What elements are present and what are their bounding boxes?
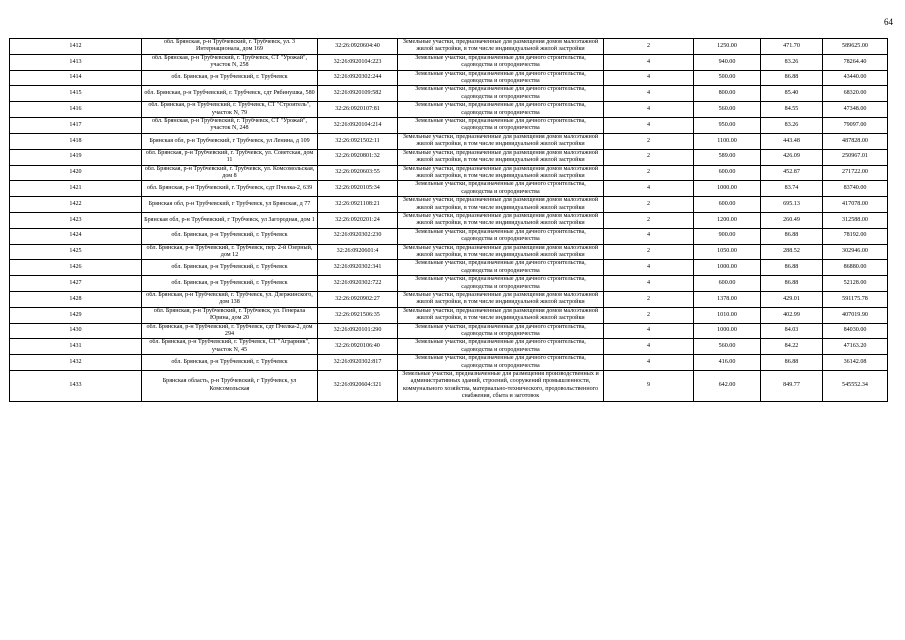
cell-use-group: 4: [604, 355, 694, 371]
cell-use-group: 4: [604, 260, 694, 276]
cell-cadastral-number: 32:26:0920107:81: [318, 102, 398, 118]
cell-row-number: 1428: [10, 292, 142, 308]
cell-permitted-use: Земельные участки, предназначенные для дачного строительства, садоводства и огородничества: [398, 118, 604, 134]
cell-area: 1000.00: [694, 323, 761, 339]
cell-specific-value: 288.52: [761, 244, 823, 260]
cell-specific-value: 84.55: [761, 102, 823, 118]
cell-use-group: 4: [604, 339, 694, 355]
cell-permitted-use: Земельные участки, предназначенные для дачного строительства, садоводства и огородничества: [398, 228, 604, 244]
cell-cadastral-number: 32:26:0920302:722: [318, 276, 398, 292]
table-row: [10, 339, 888, 355]
cell-permitted-use: Земельные участки, предназначенные для дачного строительства, садоводства и огородничества: [398, 339, 604, 355]
cell-row-number: 1421: [10, 181, 142, 197]
cell-cadastral-value: 84030.00: [823, 323, 888, 339]
cell-specific-value: 260.49: [761, 212, 823, 228]
cell-row-number: 1423: [10, 212, 142, 228]
cell-specific-value: 402.99: [761, 307, 823, 323]
cell-area: 600.00: [694, 276, 761, 292]
cell-address: обл. Брянская, р-н Трубчевский, г. Трубчевск: [142, 276, 318, 292]
cell-use-group: 4: [604, 54, 694, 70]
cell-cadastral-value: 250967.01: [823, 149, 888, 165]
cell-area: 642.00: [694, 371, 761, 402]
table-row: [10, 102, 888, 118]
cell-address: Брянская обл, р-н Трубчевский, г Трубчевск, ул Ленина, д 109: [142, 133, 318, 149]
cell-permitted-use: Земельные участки, предназначенные для дачного строительства, садоводства и огородничества: [398, 355, 604, 371]
cell-specific-value: 83.26: [761, 118, 823, 134]
cell-cadastral-number: 32:26:0920601:4: [318, 244, 398, 260]
table-row: [10, 86, 888, 102]
cell-address: обл. Брянская, р-н Трубчевский, г. Трубчевск, сдт Пчелка-2, дом 294: [142, 323, 318, 339]
cell-specific-value: 85.40: [761, 86, 823, 102]
cell-area: 1100.00: [694, 133, 761, 149]
cell-cadastral-value: 52128.00: [823, 276, 888, 292]
cell-cadastral-value: 86880.00: [823, 260, 888, 276]
cell-row-number: 1430: [10, 323, 142, 339]
cell-cadastral-value: 312588.00: [823, 212, 888, 228]
cell-address: Брянская обл, р-н Трубчевский, г Трубчевск, ул Загородная, дом 1: [142, 212, 318, 228]
cell-address: Брянская обл, р-н Трубчевский, г Трубчевск, ул Брянская, д 77: [142, 197, 318, 213]
cell-area: 1250.00: [694, 39, 761, 55]
cell-cadastral-value: 487828.00: [823, 133, 888, 149]
cell-row-number: 1422: [10, 197, 142, 213]
cell-area: 589.00: [694, 149, 761, 165]
cell-cadastral-number: 32:26:0920302:244: [318, 70, 398, 86]
cell-cadastral-value: 78192.00: [823, 228, 888, 244]
cell-cadastral-value: 43440.00: [823, 70, 888, 86]
table-row: [10, 260, 888, 276]
cell-cadastral-number: 32:26:0920201:24: [318, 212, 398, 228]
cell-cadastral-value: 271722.00: [823, 165, 888, 181]
cell-address: обл. Брянская, р-н Трубчевский, г. Трубчевск, СТ "Урожай", участок N, 258: [142, 54, 318, 70]
cell-specific-value: 426.09: [761, 149, 823, 165]
cell-row-number: 1425: [10, 244, 142, 260]
cell-use-group: 2: [604, 244, 694, 260]
cell-permitted-use: Земельные участки, предназначенные для размещения домов малоэтажной жилой застройки, в том числе индивидуальной жилой застройки: [398, 244, 604, 260]
table-row: [10, 323, 888, 339]
cell-specific-value: 86.88: [761, 70, 823, 86]
cell-permitted-use: Земельные участки, предназначенные для размещения домов малоэтажной жилой застройки, в том числе индивидуальной жилой застройки: [398, 133, 604, 149]
cell-area: 560.00: [694, 339, 761, 355]
cell-permitted-use: Земельные участки, предназначенные для размещения домов малоэтажной жилой застройки, в том числе индивидуальной жилой застройки: [398, 307, 604, 323]
cell-address: обл. Брянская, р-н Трубчевский, г. Трубчевск: [142, 70, 318, 86]
cell-cadastral-number: 32:26:0921502:11: [318, 133, 398, 149]
cell-permitted-use: Земельные участки, предназначенные для размещения домов малоэтажной жилой застройки, в том числе индивидуальной жилой застройки: [398, 292, 604, 308]
cell-use-group: 2: [604, 149, 694, 165]
cell-use-group: 2: [604, 165, 694, 181]
cell-specific-value: 86.88: [761, 355, 823, 371]
cell-address: Брянская область, р-н Трубчевский, г Трубчевск, ул Комсомольская: [142, 371, 318, 402]
cell-specific-value: 849.77: [761, 371, 823, 402]
table-row: [10, 292, 888, 308]
cell-cadastral-value: 79097.00: [823, 118, 888, 134]
cell-cadastral-value: 47163.20: [823, 339, 888, 355]
cell-row-number: 1419: [10, 149, 142, 165]
cell-cadastral-value: 83740.00: [823, 181, 888, 197]
cell-row-number: 1414: [10, 70, 142, 86]
cell-row-number: 1413: [10, 54, 142, 70]
cell-row-number: 1429: [10, 307, 142, 323]
cell-address: обл. Брянская, р-н Трубчевский, г. Трубчевск, ул. Дзержинского, дом 138: [142, 292, 318, 308]
cell-row-number: 1420: [10, 165, 142, 181]
cell-cadastral-number: 32:26:0920302:817: [318, 355, 398, 371]
cell-row-number: 1433: [10, 371, 142, 402]
page-number: 64: [884, 17, 893, 27]
cell-cadastral-number: 32:26:0920604:40: [318, 39, 398, 55]
cell-area: 940.00: [694, 54, 761, 70]
cell-cadastral-value: 68320.00: [823, 86, 888, 102]
cell-row-number: 1431: [10, 339, 142, 355]
table-row: [10, 244, 888, 260]
cell-address: обл. Брянская, р-н Трубчевский, г. Трубчевск, сдт Пчелка-2, 639: [142, 181, 318, 197]
cell-specific-value: 429.01: [761, 292, 823, 308]
cell-area: 950.00: [694, 118, 761, 134]
cell-cadastral-number: 32:26:0921506:35: [318, 307, 398, 323]
cell-row-number: 1424: [10, 228, 142, 244]
cell-area: 1050.00: [694, 244, 761, 260]
cell-use-group: 4: [604, 118, 694, 134]
cell-permitted-use: Земельные участки, предназначенные для дачного строительства, садоводства и огородничества: [398, 70, 604, 86]
table-row: [10, 39, 888, 55]
cell-permitted-use: Земельные участки, предназначенные для размещения домов малоэтажной жилой застройки, в том числе индивидуальной жилой застройки: [398, 39, 604, 55]
cell-use-group: 2: [604, 39, 694, 55]
table-row: [10, 228, 888, 244]
cell-row-number: 1415: [10, 86, 142, 102]
cell-use-group: 4: [604, 276, 694, 292]
table-row: [10, 165, 888, 181]
cell-area: 1000.00: [694, 260, 761, 276]
cell-use-group: 4: [604, 181, 694, 197]
cell-use-group: 4: [604, 323, 694, 339]
cell-row-number: 1417: [10, 118, 142, 134]
cell-specific-value: 83.74: [761, 181, 823, 197]
cell-use-group: 2: [604, 197, 694, 213]
cell-specific-value: 452.87: [761, 165, 823, 181]
cell-permitted-use: Земельные участки, предназначенные для дачного строительства, садоводства и огородничества: [398, 181, 604, 197]
cell-row-number: 1427: [10, 276, 142, 292]
cell-permitted-use: Земельные участки, предназначенные для дачного строительства, садоводства и огородничества: [398, 54, 604, 70]
cell-cadastral-value: 591175.78: [823, 292, 888, 308]
cell-permitted-use: Земельные участки, предназначенные для дачного строительства, садоводства и огородничества: [398, 323, 604, 339]
cell-cadastral-number: 32:26:0920801:32: [318, 149, 398, 165]
cell-area: 560.00: [694, 102, 761, 118]
cell-cadastral-number: 32:26:0920603:55: [318, 165, 398, 181]
cell-row-number: 1426: [10, 260, 142, 276]
cell-permitted-use: Земельные участки, предназначенные для дачного строительства, садоводства и огородничества: [398, 86, 604, 102]
cell-cadastral-number: 32:26:0920101:290: [318, 323, 398, 339]
cell-area: 600.00: [694, 165, 761, 181]
cell-cadastral-value: 417078.00: [823, 197, 888, 213]
table-row: [10, 355, 888, 371]
table-row: [10, 212, 888, 228]
cell-address: обл. Брянская, р-н Трубчевский, г. Трубчевск: [142, 228, 318, 244]
cell-use-group: 4: [604, 86, 694, 102]
cell-area: 500.00: [694, 70, 761, 86]
cell-specific-value: 84.03: [761, 323, 823, 339]
cell-specific-value: 695.13: [761, 197, 823, 213]
cell-cadastral-number: 32:26:0920104:223: [318, 54, 398, 70]
table-row: [10, 181, 888, 197]
cell-address: обл. Брянская, р-н Трубчевский, г. Трубчевск, СТ "Урожай", участок N, 248: [142, 118, 318, 134]
cell-address: обл. Брянская, р-н Трубчевский, г. Трубчевск, ул. 3 Интернационала, дом 169: [142, 39, 318, 55]
cell-area: 416.00: [694, 355, 761, 371]
cell-area: 1200.00: [694, 212, 761, 228]
cell-cadastral-number: 32:26:0920109:582: [318, 86, 398, 102]
cell-address: обл. Брянская, р-н Трубчевский, г. Трубчевск, ул. Комсомольская, дом 8: [142, 165, 318, 181]
cell-address: обл. Брянская, р-н Трубчевский, г. Трубчевск, ул. Генерала Юрина, дом 20: [142, 307, 318, 323]
cell-cadastral-number: 32:26:0920105:34: [318, 181, 398, 197]
cell-area: 900.00: [694, 228, 761, 244]
cell-address: обл. Брянская, р-н Трубчевский, г. Трубчевск: [142, 260, 318, 276]
cell-row-number: 1412: [10, 39, 142, 55]
cell-use-group: 4: [604, 102, 694, 118]
cell-cadastral-number: 32:26:0920604:321: [318, 371, 398, 402]
cell-specific-value: 471.70: [761, 39, 823, 55]
cell-permitted-use: Земельные участки, предназначенные для дачного строительства, садоводства и огородничества: [398, 260, 604, 276]
cell-cadastral-number: 32:26:0920302:230: [318, 228, 398, 244]
cell-area: 800.00: [694, 86, 761, 102]
cell-permitted-use: Земельные участки, предназначенные для размещения домов малоэтажной жилой застройки, в том числе индивидуальной жилой застройки: [398, 197, 604, 213]
cell-use-group: 4: [604, 70, 694, 86]
cell-specific-value: 86.88: [761, 260, 823, 276]
cell-address: обл. Брянская, р-н Трубчевский, г. Трубчевск, пер. 2-й Озерный, дом 12: [142, 244, 318, 260]
cell-permitted-use: Земельные участки, предназначенные для размещения домов малоэтажной жилой застройки, в том числе индивидуальной жилой застройки: [398, 165, 604, 181]
cell-use-group: 9: [604, 371, 694, 402]
cell-address: обл. Брянская, р-н Трубчевский, г. Трубчевск: [142, 355, 318, 371]
cell-cadastral-value: 302946.00: [823, 244, 888, 260]
cell-permitted-use: Земельные участки, предназначенные для размещения домов малоэтажной жилой застройки, в том числе индивидуальной жилой застройки: [398, 212, 604, 228]
cell-permitted-use: Земельные участки, предназначенные для дачного строительства, садоводства и огородничества: [398, 276, 604, 292]
cell-cadastral-value: 47348.00: [823, 102, 888, 118]
cell-cadastral-number: 32:26:0920302:341: [318, 260, 398, 276]
cell-row-number: 1432: [10, 355, 142, 371]
cell-permitted-use: Земельные участки, предназначенные для размещения домов малоэтажной жилой застройки, в том числе индивидуальной жилой застройки: [398, 149, 604, 165]
cell-use-group: 2: [604, 133, 694, 149]
cell-address: обл. Брянская, р-н Трубчевский, г. Трубчевск, СТ "Строитель", участок N, 79: [142, 102, 318, 118]
cell-specific-value: 84.22: [761, 339, 823, 355]
cell-row-number: 1416: [10, 102, 142, 118]
table-row: [10, 197, 888, 213]
cell-area: 1378.00: [694, 292, 761, 308]
table-row: [10, 371, 888, 402]
cell-specific-value: 83.26: [761, 54, 823, 70]
cell-cadastral-value: 545552.34: [823, 371, 888, 402]
cell-use-group: 2: [604, 307, 694, 323]
cell-use-group: 2: [604, 292, 694, 308]
cell-area: 1000.00: [694, 181, 761, 197]
cell-cadastral-value: 36142.08: [823, 355, 888, 371]
cell-row-number: 1418: [10, 133, 142, 149]
cell-cadastral-value: 78264.40: [823, 54, 888, 70]
cell-area: 600.00: [694, 197, 761, 213]
cell-permitted-use: Земельные участки, предназначенные для размещения производственных и административных зданий, строений, сооружений промышленности, коммунального хозяйства, материально-технического, продовольственного снабжения, сбыта и заготовок: [398, 371, 604, 402]
cell-specific-value: 443.48: [761, 133, 823, 149]
cell-specific-value: 86.88: [761, 276, 823, 292]
table-row: [10, 118, 888, 134]
land-cadastral-value-table: [9, 38, 888, 402]
cell-address: обл. Брянская, р-н Трубчевский, г. Трубчевск, сдт Рябинушка, 580: [142, 86, 318, 102]
table-row: [10, 133, 888, 149]
cell-use-group: 4: [604, 228, 694, 244]
table-row: [10, 307, 888, 323]
table-body: [10, 39, 888, 402]
table-row: [10, 276, 888, 292]
cell-cadastral-number: 32:26:0920104:214: [318, 118, 398, 134]
cell-area: 1010.00: [694, 307, 761, 323]
cell-cadastral-number: 32:26:0920106:40: [318, 339, 398, 355]
cell-address: обл. Брянская, р-н Трубчевский, г. Трубчевск, ул. Советская, дом 11: [142, 149, 318, 165]
cell-cadastral-number: 32:26:0921108:21: [318, 197, 398, 213]
table-row: [10, 149, 888, 165]
cell-cadastral-value: 407019.90: [823, 307, 888, 323]
cell-cadastral-number: 32:26:0920902:27: [318, 292, 398, 308]
cell-use-group: 2: [604, 212, 694, 228]
cell-address: обл. Брянская, р-н Трубчевский, г. Трубчевск, СТ "Аграрник", участок N, 45: [142, 339, 318, 355]
cell-specific-value: 86.88: [761, 228, 823, 244]
table-row: [10, 54, 888, 70]
cell-cadastral-value: 589625.00: [823, 39, 888, 55]
table-row: [10, 70, 888, 86]
cell-permitted-use: Земельные участки, предназначенные для дачного строительства, садоводства и огородничества: [398, 102, 604, 118]
